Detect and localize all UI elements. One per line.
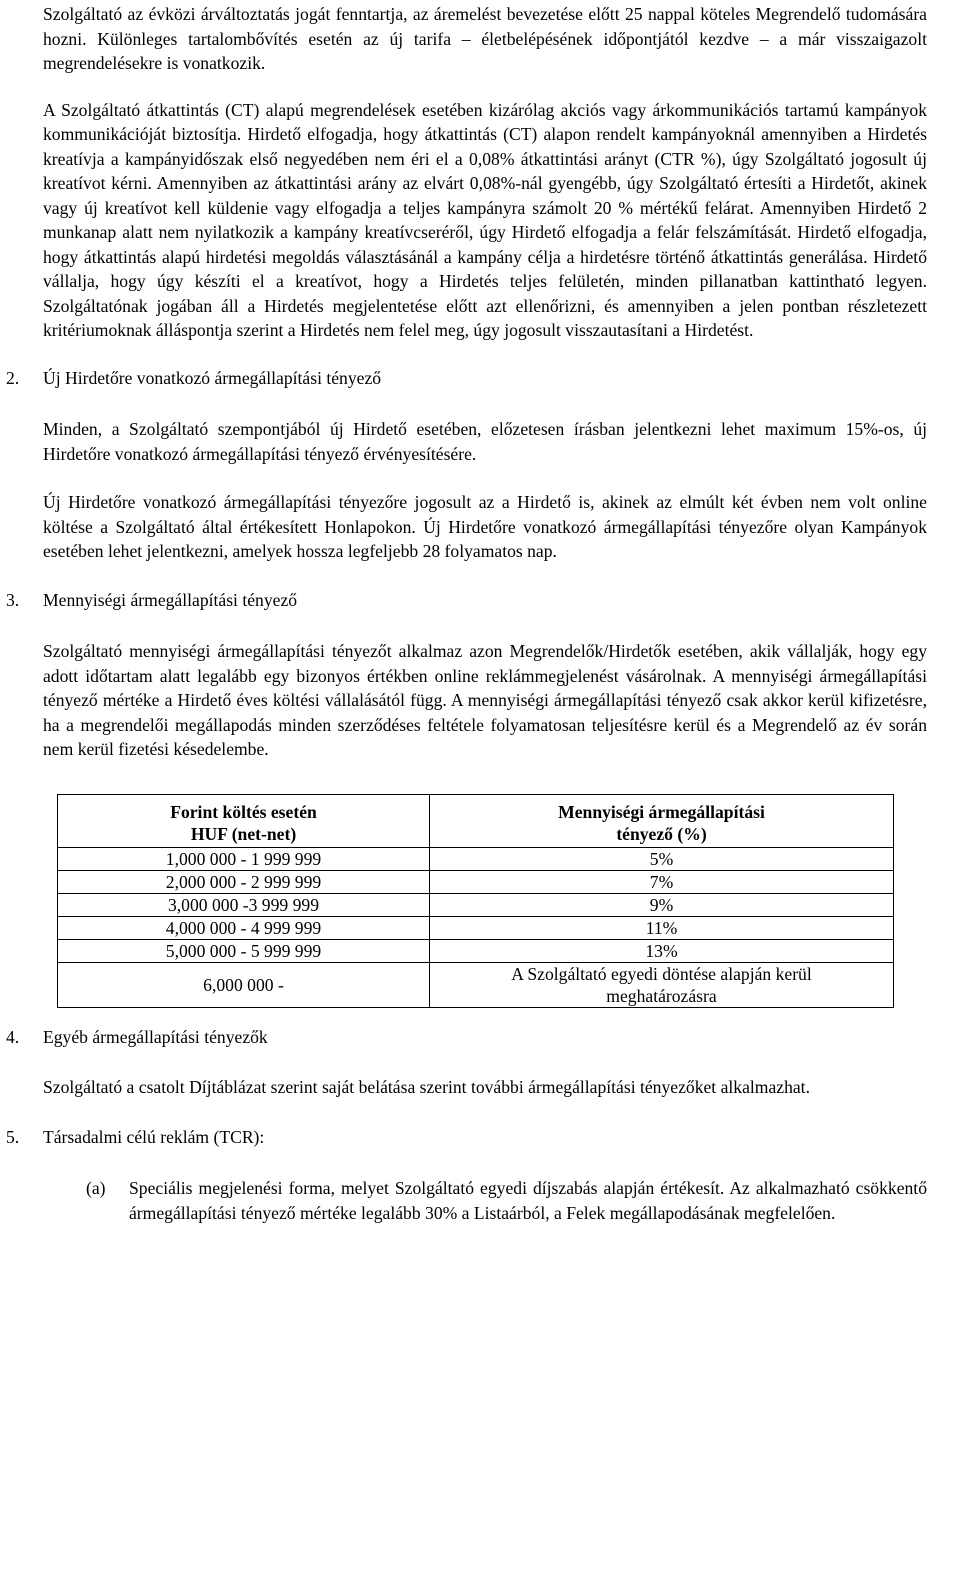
table-cell-range: 3,000 000 -3 999 999	[58, 893, 430, 916]
section-5-item-a	[86, 1176, 927, 1225]
table-cell-rate: 11%	[430, 916, 894, 939]
section-2-heading	[6, 366, 927, 391]
section-4-heading	[6, 1025, 927, 1050]
table-header-rate-line-1: Mennyiségi ármegállapítási	[558, 801, 765, 822]
table-header-amount-line-1: Forint költés esetén	[170, 801, 317, 822]
section-4-title: Egyéb ármegállapítási tényezők	[43, 1026, 268, 1047]
table-cell-rate-line-2: meghatározásra	[606, 985, 717, 1006]
section-3-paragraph: Szolgáltató mennyiségi ármegállapítási tényezőt alkalmaz azon Megrendelők/Hirdetők esetében, akik vállalják, hogy egy adott időtartam alatt legalább egy bizonyos értékben online reklámmegjelenést vásárolnak. A mennyiségi ármegállapítási tényező mértéke a Hirdető éves költési vállalásától függ. A mennyiségi ármegállapítási tényező csak akkor kerül kifizetésre, ha a megrendelői megállapodás minden szerződéses feltétele folyamatosan teljesítésre kerül és a Megrendelő az év során nem kerül fizetési késedelembe.	[43, 641, 927, 759]
table-cell-rate-line-1: A Szolgáltató egyedi döntése alapján kerül	[511, 963, 812, 984]
table-header-amount	[58, 794, 430, 847]
table-cell-rate: 9%	[430, 893, 894, 916]
table-header-row	[58, 794, 894, 847]
table-row	[58, 893, 894, 916]
table-cell-range: 2,000 000 - 2 999 999	[58, 870, 430, 893]
volume-rate-table	[57, 794, 894, 1008]
table-row	[58, 939, 894, 962]
section-5-heading	[6, 1125, 927, 1150]
table-cell-rate: 13%	[430, 939, 894, 962]
table-cell-rate: 5%	[430, 847, 894, 870]
section-4-number: 4.	[6, 1026, 20, 1047]
section-5-number: 5.	[6, 1126, 20, 1147]
table-header-rate	[430, 794, 894, 847]
table-cell-range: 6,000 000 -	[58, 962, 430, 1007]
intro-paragraph-2: A Szolgáltató átkattintás (CT) alapú megrendelések esetében kizárólag akciós vagy árkommunikációs tartamú kampányok kommunikációját biztosítja. Hirdető elfogadja, hogy átkattintás (CT) alapon rendelt kampányoknál amennyiben a Hirdetés kreatívja a kampányidőszak első negyedében nem éri el a 0,08% átkattintási arányt (CTR %), úgy Szolgáltató jogosult új kreatívot kérni. Amennyiben az átkattintási arány az elvárt 0,08%-nál gyengébb, úgy Szolgáltató értesíti a Hirdetőt, akinek vagy új kreatívot kell küldenie vagy elfogadja a teljes kampányra számolt 20 % mértékű felárat. Amennyiben Hirdető 2 munkanap alatt nem nyilatkozik a kampány kreatívcseréről, úgy Hirdető elfogadja a felár felszámítását. Hirdető elfogadja, hogy átkattintás alapú hirdetési megoldás választásánál a kampány célja a hirdetésre történő átkattintás generálása. Hirdető vállalja, hogy úgy készíti el a kreatívot, hogy a Hirdetés teljes felületén, minden pillanatban kattintható legyen. Szolgáltatónak jogában áll a Hirdetés megjelentetése előtt azt ellenőrizni, és amennyiben a jelen pontban részletezett kritériumoknak álláspontja szerint a Hirdetés nem felel meg, úgy jogosult visszautasítani a Hirdetést.	[43, 99, 927, 340]
section-2-paragraph-2: Új Hirdetőre vonatkozó ármegállapítási tényezőre jogosult az a Hirdető is, akinek az elmúlt két évben nem volt online költése a Szolgáltató által értékesített Honlapokon. Új Hirdetőre vonatkozó ármegállapítási tényezőre olyan Kampányok esetében lehet jelentkezni, amelyek hossza legfeljebb 28 folyamatos nap.	[43, 492, 927, 561]
item-a-text: Speciális megjelenési forma, melyet Szolgáltató egyedi díjszabás alapján értékesít. Az alkalmazható csökkentő ármegállapítási tényező mértéke legalább 30% a Listaárból, a Felek megállapodásának megfelelően.	[129, 1178, 927, 1223]
table-cell-range: 1,000 000 - 1 999 999	[58, 847, 430, 870]
table-header-amount-line-2: HUF (net-net)	[190, 823, 297, 844]
table-row	[58, 847, 894, 870]
table-cell-range: 4,000 000 - 4 999 999	[58, 916, 430, 939]
section-2-title: Új Hirdetőre vonatkozó ármegállapítási tényező	[43, 367, 382, 388]
section-3-title: Mennyiségi ármegállapítási tényező	[43, 589, 298, 610]
table-cell-range: 5,000 000 - 5 999 999	[58, 939, 430, 962]
table-header-rate-line-2: tényező (%)	[616, 823, 707, 844]
table-row	[58, 870, 894, 893]
section-3-number: 3.	[6, 589, 20, 610]
item-a-label: (a)	[86, 1178, 106, 1198]
table-cell-rate: 7%	[430, 870, 894, 893]
section-2-number: 2.	[6, 367, 20, 388]
document-page	[6, 2, 927, 1225]
section-5-title: Társadalmi célú reklám (TCR):	[43, 1126, 265, 1147]
intro-paragraph-1: Szolgáltató az évközi árváltoztatás jogát fenntartja, az áremelést bevezetése előtt 25 nappal köteles Megrendelő tudomására hozni. Különleges tartalombővítés esetén az új tarifa – életbelépésének időpontjától kezdve – a már visszaigazolt megrendelésekre is vonatkozik.	[43, 4, 927, 73]
section-4-paragraph: Szolgáltató a csatolt Díjtáblázat szerint saját belátása szerint további ármegállapítási tényezőket alkalmazhat.	[43, 1077, 810, 1097]
table-cell-rate	[430, 962, 894, 1007]
table-row	[58, 962, 894, 1007]
section-2-paragraph-1: Minden, a Szolgáltató szempontjából új Hirdető esetében, előzetesen írásban jelentkezni lehet maximum 15%-os, új Hirdetőre vonatkozó ármegállapítási tényező érvényesítésére.	[43, 419, 927, 464]
table-row	[58, 916, 894, 939]
section-3-heading	[6, 588, 927, 613]
